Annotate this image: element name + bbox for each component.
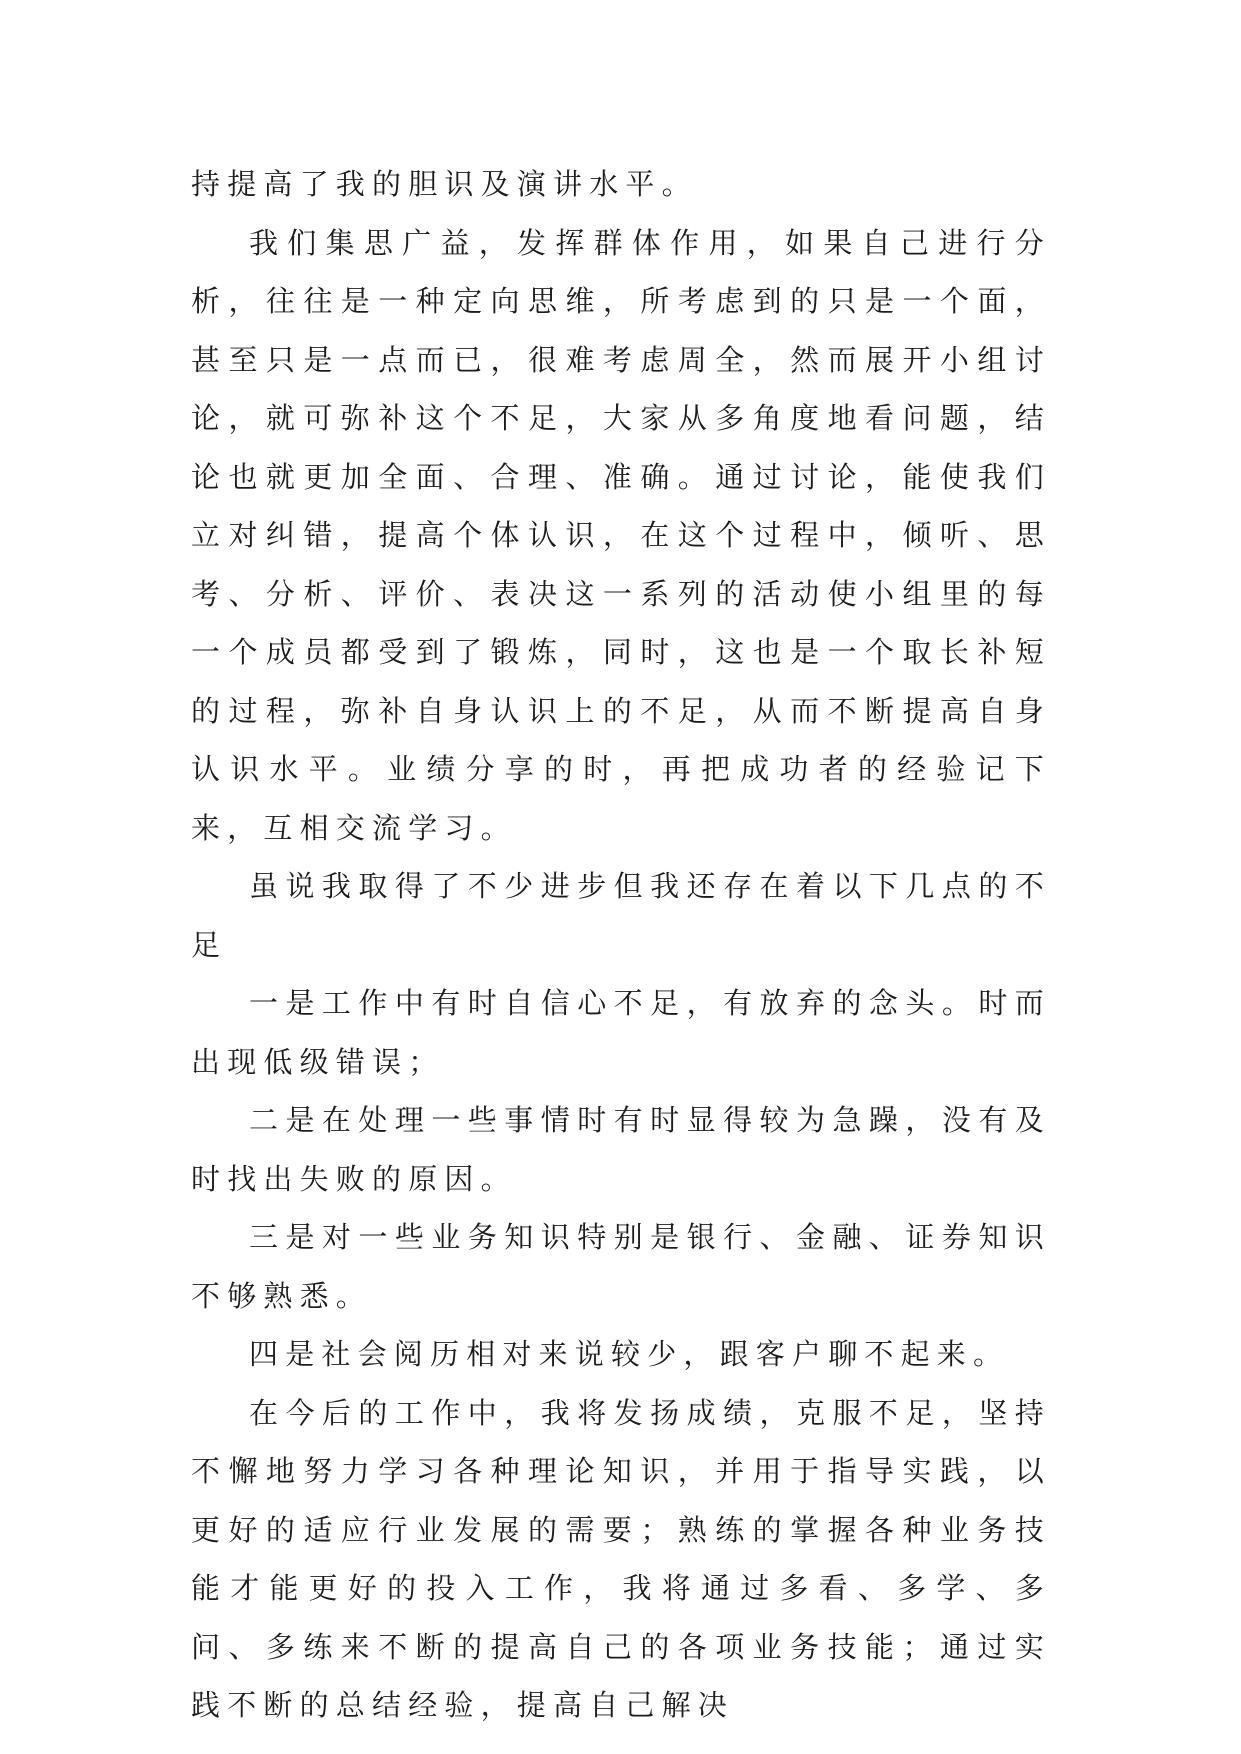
paragraph-shortcoming-3: 三是对一些业务知识特别是银行、金融、证券知识不够熟悉。 — [191, 1220, 1051, 1313]
paragraph-continuation: 持提高了我的胆识及演讲水平。 — [191, 167, 698, 201]
paragraph-group-discussion: 我们集思广益，发挥群体作用，如果自己进行分析，往往是一种定向思维，所考虑到的只是一个面，甚至只是一点而已，很难考虑周全，然而展开小组讨论，就可弥补这个不足，大家从多角度地看问题，结论也就更加全面、合理、准确。通过讨论，能使我们立对纠错，提高个体认识，在这个过程中，倾听、思考、分析、评价、表决这一系列的活动使小组里的每一个成员都受到了锻炼，同时，这也是一个取长补短的过程，弥补自身认识上的不足，从而不断提高自身认识水平。业绩分享的时，再把成功者的经验记下来，互相交流学习。 — [191, 225, 1051, 845]
paragraph-shortcoming-1: 一是工作中有时自信心不足，有放弃的念头。时而出现低级错误； — [191, 986, 1051, 1079]
paragraph-future-plan: 在今后的工作中，我将发扬成绩，克服不足，坚持不懈地努力学习各种理论知识，并用于指导实践，以更好的适应行业发展的需要；熟练的掌握各种业务技能才能更好的投入工作，我将通过多看、多学、多问、多练来不断的提高自己的各项业务技能；通过实践不断的总结经验，提高自己解决 — [191, 1395, 1051, 1722]
paragraph-shortcoming-4: 四是社会阅历相对来说较少，跟客户聊不起来。 — [249, 1337, 1010, 1371]
paragraph-shortcomings-intro: 虽说我取得了不少进步但我还存在着以下几点的不足 — [191, 869, 1051, 962]
paragraph-shortcoming-2: 二是在处理一些事情时有时显得较为急躁，没有及时找出失败的原因。 — [191, 1103, 1051, 1196]
body-text — [191, 155, 1051, 1735]
